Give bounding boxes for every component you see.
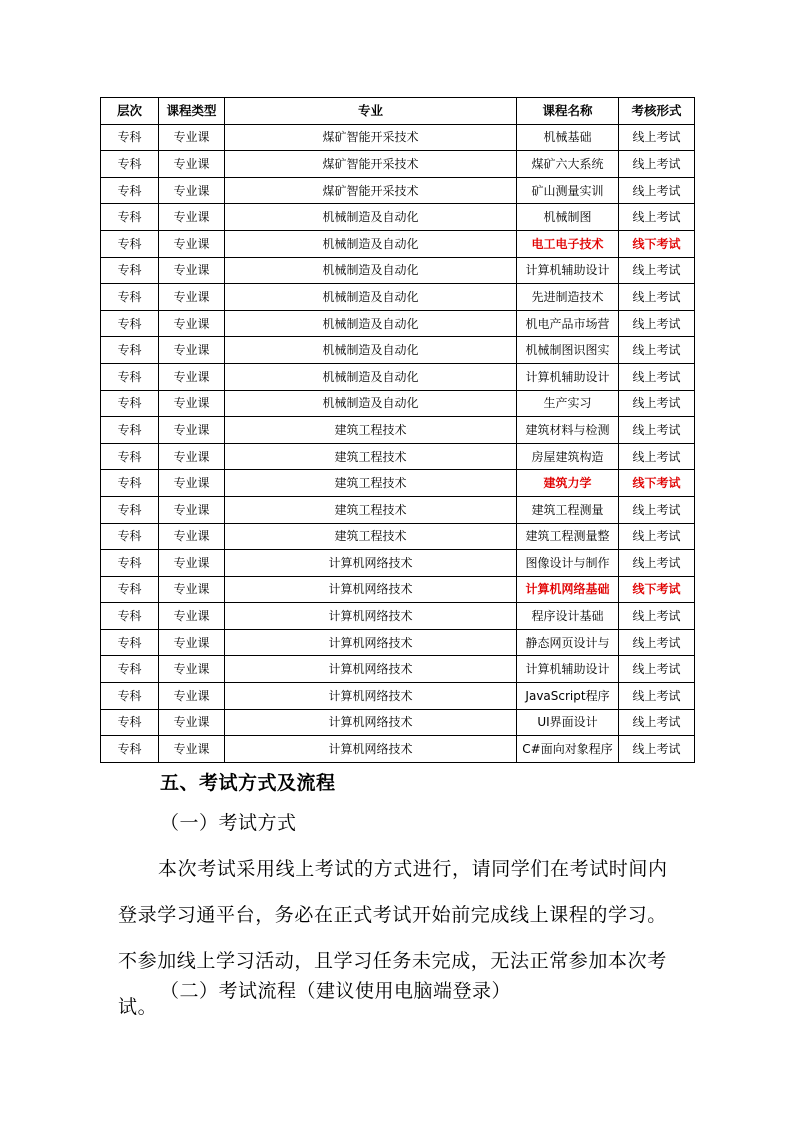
cell-major: 建筑工程技术	[225, 417, 517, 444]
table-row	[101, 257, 695, 284]
cell-course-type: 专业课	[159, 550, 225, 577]
cell-major: 计算机网络技术	[225, 629, 517, 656]
cell-course-name: 先进制造技术	[517, 284, 619, 311]
table-row	[101, 230, 695, 257]
table-row	[101, 443, 695, 470]
cell-course-type: 专业课	[159, 204, 225, 231]
cell-course-name: C#面向对象程序	[517, 736, 619, 763]
section-title: 五、考试方式及流程	[160, 772, 336, 794]
cell-course-type: 专业课	[159, 390, 225, 417]
subsection-exam-method: （一）考试方式	[160, 812, 297, 834]
cell-course-name: 房屋建筑构造	[517, 443, 619, 470]
cell-level: 专科	[101, 443, 159, 470]
cell-major: 机械制造及自动化	[225, 390, 517, 417]
cell-exam-form: 线上考试	[619, 736, 695, 763]
cell-course-type: 专业课	[159, 470, 225, 497]
cell-level: 专科	[101, 550, 159, 577]
header-level: 层次	[101, 98, 159, 125]
cell-major: 计算机网络技术	[225, 656, 517, 683]
table-row	[101, 629, 695, 656]
cell-course-type: 专业课	[159, 151, 225, 178]
cell-level: 专科	[101, 576, 159, 603]
table-row	[101, 204, 695, 231]
table-row	[101, 656, 695, 683]
table-row	[101, 417, 695, 444]
cell-course-name: 建筑工程测量	[517, 496, 619, 523]
cell-course-type: 专业课	[159, 603, 225, 630]
cell-major: 建筑工程技术	[225, 496, 517, 523]
cell-course-name: 生产实习	[517, 390, 619, 417]
cell-exam-form: 线上考试	[619, 390, 695, 417]
cell-course-name: 电工电子技术	[517, 230, 619, 257]
cell-level: 专科	[101, 390, 159, 417]
cell-course-type: 专业课	[159, 709, 225, 736]
table-row	[101, 177, 695, 204]
cell-course-type: 专业课	[159, 337, 225, 364]
cell-major: 机械制造及自动化	[225, 337, 517, 364]
cell-exam-form: 线上考试	[619, 603, 695, 630]
cell-exam-form: 线上考试	[619, 550, 695, 577]
cell-course-type: 专业课	[159, 363, 225, 390]
cell-level: 专科	[101, 656, 159, 683]
cell-course-type: 专业课	[159, 736, 225, 763]
table-row	[101, 124, 695, 151]
cell-exam-form: 线上考试	[619, 310, 695, 337]
cell-course-type: 专业课	[159, 284, 225, 311]
cell-exam-form: 线上考试	[619, 629, 695, 656]
cell-exam-form: 线上考试	[619, 257, 695, 284]
cell-course-name: 机械制图	[517, 204, 619, 231]
cell-exam-form: 线上考试	[619, 284, 695, 311]
cell-course-name: 计算机网络基础	[517, 576, 619, 603]
table-row	[101, 363, 695, 390]
cell-major: 计算机网络技术	[225, 603, 517, 630]
cell-course-name: 机械基础	[517, 124, 619, 151]
table-row	[101, 496, 695, 523]
cell-major: 机械制造及自动化	[225, 230, 517, 257]
table-row	[101, 284, 695, 311]
cell-exam-form: 线上考试	[619, 683, 695, 710]
cell-major: 计算机网络技术	[225, 709, 517, 736]
cell-major: 煤矿智能开采技术	[225, 124, 517, 151]
cell-course-name: 静态网页设计与	[517, 629, 619, 656]
cell-course-name: 计算机辅助设计	[517, 363, 619, 390]
table-row	[101, 523, 695, 550]
cell-course-type: 专业课	[159, 576, 225, 603]
cell-major: 建筑工程技术	[225, 470, 517, 497]
cell-major: 计算机网络技术	[225, 550, 517, 577]
cell-level: 专科	[101, 337, 159, 364]
cell-course-type: 专业课	[159, 629, 225, 656]
cell-major: 煤矿智能开采技术	[225, 151, 517, 178]
cell-level: 专科	[101, 736, 159, 763]
cell-course-name: 机电产品市场营	[517, 310, 619, 337]
cell-exam-form: 线上考试	[619, 124, 695, 151]
table-row	[101, 550, 695, 577]
cell-exam-form: 线下考试	[619, 576, 695, 603]
subsection-exam-process: （二）考试流程（建议使用电脑端登录）	[160, 980, 512, 1002]
cell-course-type: 专业课	[159, 443, 225, 470]
cell-level: 专科	[101, 709, 159, 736]
cell-course-name: 计算机辅助设计	[517, 656, 619, 683]
header-course-name: 课程名称	[517, 98, 619, 125]
cell-course-name: 建筑工程测量整	[517, 523, 619, 550]
cell-major: 煤矿智能开采技术	[225, 177, 517, 204]
cell-major: 机械制造及自动化	[225, 257, 517, 284]
cell-exam-form: 线上考试	[619, 523, 695, 550]
table-row	[101, 576, 695, 603]
cell-course-type: 专业课	[159, 683, 225, 710]
cell-level: 专科	[101, 523, 159, 550]
cell-exam-form: 线上考试	[619, 709, 695, 736]
table-row	[101, 151, 695, 178]
cell-level: 专科	[101, 683, 159, 710]
cell-level: 专科	[101, 151, 159, 178]
cell-course-name: 机械制图识图实	[517, 337, 619, 364]
table-row	[101, 736, 695, 763]
table-row	[101, 310, 695, 337]
cell-level: 专科	[101, 629, 159, 656]
cell-course-type: 专业课	[159, 124, 225, 151]
header-course-type: 课程类型	[159, 98, 225, 125]
cell-exam-form: 线下考试	[619, 470, 695, 497]
table-row	[101, 390, 695, 417]
cell-major: 计算机网络技术	[225, 683, 517, 710]
table-row	[101, 337, 695, 364]
cell-level: 专科	[101, 230, 159, 257]
table-row	[101, 470, 695, 497]
cell-exam-form: 线上考试	[619, 417, 695, 444]
cell-major: 计算机网络技术	[225, 736, 517, 763]
cell-exam-form: 线上考试	[619, 151, 695, 178]
cell-level: 专科	[101, 417, 159, 444]
exam-method-paragraph: 本次考试采用线上考试的方式进行，请同学们在考试时间内登录学习通平台，务必在正式考试开始前完成线上课程的学习。不参加线上学习活动，且学习任务未完成，无法正常参加本次考试。	[118, 858, 668, 1018]
cell-exam-form: 线下考试	[619, 230, 695, 257]
cell-level: 专科	[101, 177, 159, 204]
cell-major: 机械制造及自动化	[225, 310, 517, 337]
cell-level: 专科	[101, 470, 159, 497]
cell-level: 专科	[101, 124, 159, 151]
cell-course-name: 图像设计与制作	[517, 550, 619, 577]
cell-course-name: 建筑力学	[517, 470, 619, 497]
cell-level: 专科	[101, 204, 159, 231]
cell-level: 专科	[101, 603, 159, 630]
table-row	[101, 709, 695, 736]
cell-course-name: 建筑材料与检测	[517, 417, 619, 444]
cell-course-type: 专业课	[159, 656, 225, 683]
table-row	[101, 683, 695, 710]
cell-major: 机械制造及自动化	[225, 363, 517, 390]
cell-course-name: 煤矿六大系统	[517, 151, 619, 178]
cell-major: 建筑工程技术	[225, 523, 517, 550]
cell-course-type: 专业课	[159, 230, 225, 257]
cell-course-type: 专业课	[159, 177, 225, 204]
cell-exam-form: 线上考试	[619, 363, 695, 390]
cell-exam-form: 线上考试	[619, 496, 695, 523]
cell-exam-form: 线上考试	[619, 443, 695, 470]
table-header-row	[101, 98, 695, 125]
table-body	[101, 124, 695, 762]
cell-course-name: 程序设计基础	[517, 603, 619, 630]
course-table	[100, 97, 695, 763]
cell-exam-form: 线上考试	[619, 177, 695, 204]
cell-exam-form: 线上考试	[619, 204, 695, 231]
cell-level: 专科	[101, 310, 159, 337]
cell-course-name: UI界面设计	[517, 709, 619, 736]
cell-major: 计算机网络技术	[225, 576, 517, 603]
cell-exam-form: 线上考试	[619, 656, 695, 683]
cell-level: 专科	[101, 496, 159, 523]
cell-major: 建筑工程技术	[225, 443, 517, 470]
header-exam-form: 考核形式	[619, 98, 695, 125]
cell-level: 专科	[101, 284, 159, 311]
table-row	[101, 603, 695, 630]
cell-level: 专科	[101, 363, 159, 390]
cell-course-type: 专业课	[159, 523, 225, 550]
cell-course-name: 计算机辅助设计	[517, 257, 619, 284]
cell-exam-form: 线上考试	[619, 337, 695, 364]
cell-course-type: 专业课	[159, 310, 225, 337]
cell-major: 机械制造及自动化	[225, 284, 517, 311]
header-major: 专业	[225, 98, 517, 125]
cell-major: 机械制造及自动化	[225, 204, 517, 231]
cell-course-name: 矿山测量实训	[517, 177, 619, 204]
cell-course-type: 专业课	[159, 417, 225, 444]
cell-course-type: 专业课	[159, 257, 225, 284]
cell-course-name: JavaScript程序	[517, 683, 619, 710]
cell-course-type: 专业课	[159, 496, 225, 523]
cell-level: 专科	[101, 257, 159, 284]
